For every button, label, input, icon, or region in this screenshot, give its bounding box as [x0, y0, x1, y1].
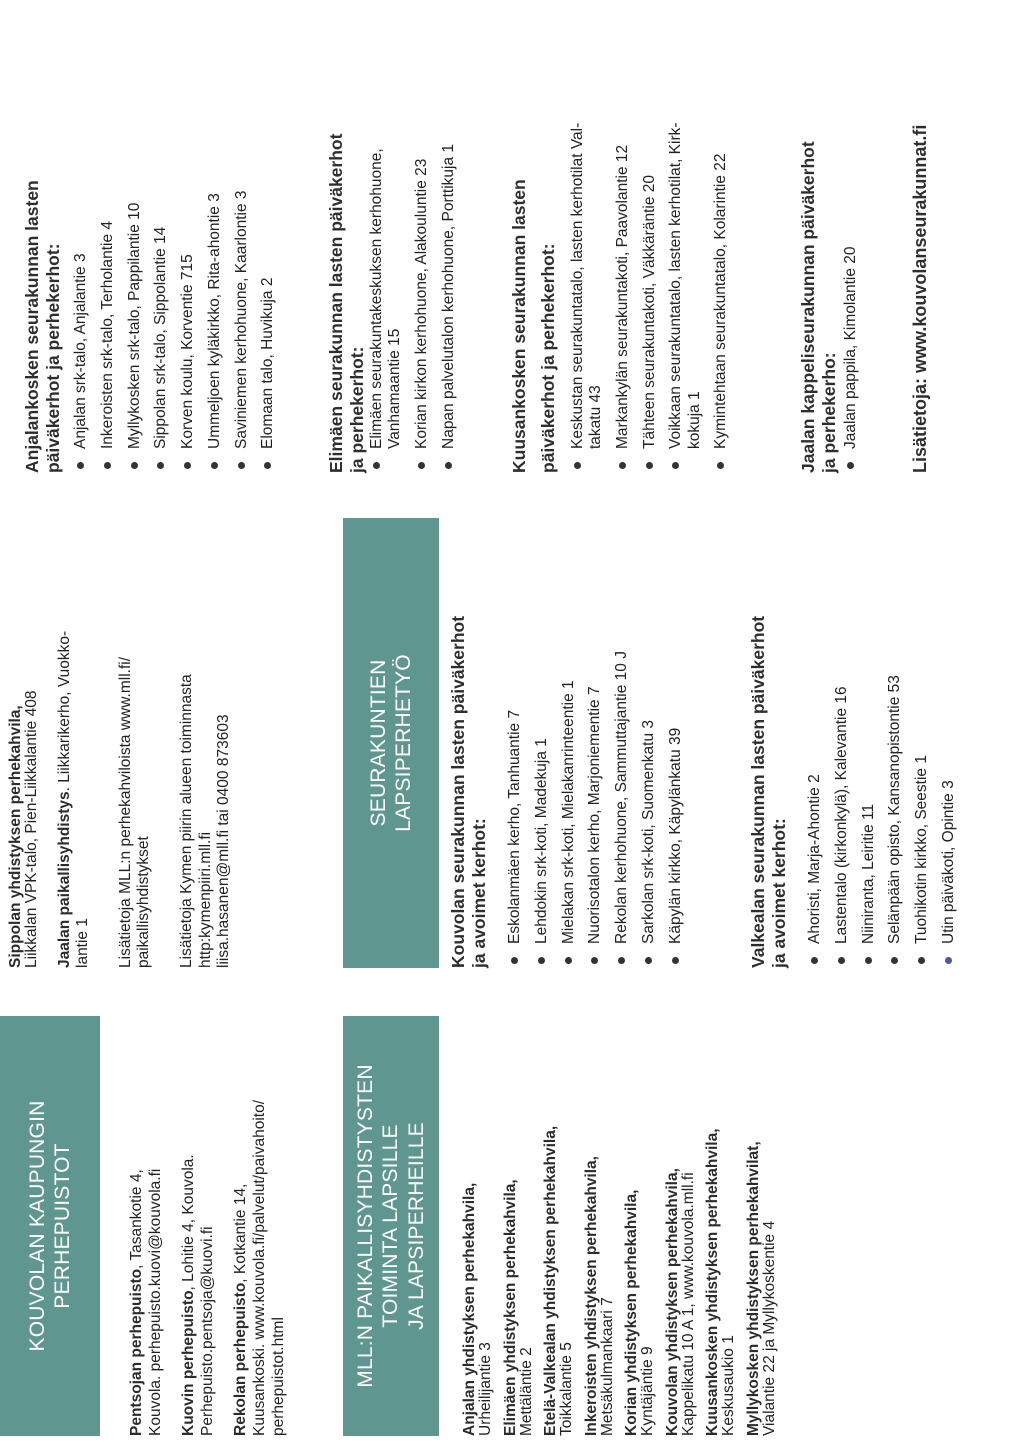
section-heading: Kouvolan seurakunnan lasten päiväkerhot ja avoimet kerhot: — [448, 615, 489, 968]
cafe-address: Urheilijantie 3 — [477, 1342, 495, 1436]
section-heading: Kuusankosken seurakunnan lasten päiväkerhot ja perhekerhot: — [509, 179, 558, 473]
mll-entry: Kuusankosken yhdistyksen perhekahvila, Keskusaukio 1 — [704, 1128, 738, 1436]
list-item: Voikkaan seurakuntatalo, lasten kerhotilat, Kirk- kokuja 1 — [667, 23, 704, 473]
header-line: KOUVOLAN KAUPUNGIN — [25, 1100, 49, 1352]
club-list — [569, 23, 731, 473]
kouvola-parish — [448, 518, 693, 968]
list-item: Myllykosken srk-talo, Pappilantie 10 — [126, 23, 144, 473]
section-heading: Elimäen seurakunnan lasten päiväkerhot ja perhekerhot: — [326, 133, 367, 473]
bullet-icon — [847, 462, 854, 469]
park-name: Rekolan perhepuisto — [232, 1282, 250, 1436]
park-name: Pentsojan perhepuisto — [128, 1268, 145, 1436]
section-heading: Valkealan seurakunnan lasten päiväkerhot ja avoimet kerhot: — [748, 615, 789, 968]
park-entry — [128, 1016, 165, 1436]
bullet-icon — [618, 957, 625, 964]
header-line: TOIMINTA LAPSILLE — [379, 1124, 403, 1328]
bullet-icon — [373, 462, 380, 469]
cafe-name: Inkeroisten yhdistyksen perhekahvila — [582, 1160, 600, 1436]
bullet-icon — [157, 462, 164, 469]
cafe-name: Sippolan yhdistyksen perhekahvila — [7, 709, 24, 968]
info-url: http:kymenpiiri.mll.fi — [196, 831, 214, 968]
list-item: Korven koulu, Korventie 715 — [179, 23, 197, 473]
mll-entry: Anjalan yhdistyksen perhekahvila, Urheilijantie 3 — [461, 1182, 495, 1436]
park-name: Kuovin perhepuisto — [180, 1290, 198, 1436]
club-list — [368, 23, 458, 473]
list-item: Tuohikotin kirkko, Seestie 1 — [913, 518, 931, 968]
list-item: Käpylän kirkko, Käpylänkatu 39 — [667, 518, 685, 968]
valkeala-parish — [748, 518, 967, 968]
cafe-address: Kyntäjäntie 9 — [639, 1346, 657, 1436]
park-email: Kouvola. perhepuisto.kuovi@kouvola.fi — [146, 1168, 164, 1436]
list-item: Saviniemen kerhohuone, Kaarlontie 3 — [233, 23, 251, 473]
bullet-icon — [418, 462, 425, 469]
list-item: Elomaan talo, Huvikuja 2 — [259, 23, 277, 473]
bullet-icon — [77, 462, 84, 469]
bullet-icon — [838, 957, 845, 964]
bullet-icon — [591, 957, 598, 964]
club-list — [72, 23, 278, 473]
header-line: PERHEPUISTOT — [51, 1143, 74, 1309]
more-info-link[interactable]: Lisätietoja: www.kouvolanseurakunnat.fi — [910, 124, 930, 473]
anjalankoski-parish — [22, 23, 286, 473]
cafe-name: Korian yhdistyksen perhekahvila — [623, 1193, 641, 1436]
info-line: Lisätietoja MLL:n perhekahviloista www.mll.fi/ — [116, 657, 134, 968]
mll-entry: Sippolan yhdistyksen perhekahvila, Liikkalan VPK-talo, Pien-Liikkalantie 408 — [7, 690, 41, 968]
association-address: lantie 1 — [74, 918, 92, 968]
list-item: Anjalan srk-talo, Anjalantie 3 — [72, 23, 90, 473]
bullet-icon — [646, 462, 653, 469]
cafe-name: Elimäen yhdistyksen perhekahvila — [501, 1183, 519, 1436]
bullet-icon — [445, 462, 452, 469]
cafe-name: Etelä-Valkealan yhdistyksen perhekahvila — [542, 1130, 560, 1436]
list-item: Niiniranta, Leiritie 11 — [860, 518, 878, 968]
header-line: JA LAPSIPERHEILLE — [404, 1122, 428, 1330]
list-item: Sippolan srk-talo, Sippolantie 14 — [152, 23, 170, 473]
park-email: Perhepuisto.pentsoja@kuovi.fi — [198, 1226, 216, 1436]
bullet-icon — [238, 462, 245, 469]
bullet-icon — [264, 462, 271, 469]
list-item: Napan palvelutalon kerhohuone, Porttikuja 1 — [440, 23, 458, 473]
park-url: Kuusankoski. www.kouvola.fi/palvelut/paivahoito/ — [250, 1099, 268, 1436]
club-list — [842, 23, 860, 473]
mll-district-info — [178, 518, 234, 968]
more-info — [910, 23, 932, 473]
cafe-name: Myllykosken yhdistyksen perhekahvilat — [744, 1145, 762, 1436]
list-item: Elimäen seurakuntakeskuksen kerhohuone, Vanhamaantie 15 — [368, 23, 405, 473]
list-item: Korian kirkon kerhohuone, Alakouluntie 23 — [413, 23, 431, 473]
column-municipal-and-mll — [0, 1016, 1024, 1436]
cafe-name: Anjalan yhdistyksen perhekahvila — [461, 1187, 478, 1436]
column-parish-clubs — [0, 23, 1024, 473]
mll-info — [117, 518, 154, 968]
bullet-icon — [945, 957, 952, 964]
list-item: Nuorisotalon kerho, Marjoniementie 7 — [586, 518, 604, 968]
cafe-name: Kuusankosken yhdistyksen perhekahvila — [704, 1132, 722, 1436]
association-club: . Liikkarikerho, Vuokko- — [55, 630, 73, 792]
list-item: Rekolan kerhohuone, Sammuttajantie 10 J — [613, 518, 631, 968]
mll-entry: Kouvolan yhdistyksen perhekahvila, Kappelikatu 10 A 1, www.kouvola.mll.fi — [663, 1168, 697, 1436]
list-item: Sarkolan srk-koti, Suomenkatu 3 — [640, 518, 658, 968]
bullet-icon — [565, 957, 572, 964]
list-item: Inkeroisten srk-talo, Terholantie 4 — [99, 23, 117, 473]
park-address: , Kotkantie 14, — [232, 1183, 250, 1283]
bullet-icon — [131, 462, 138, 469]
mll-entry — [56, 518, 93, 968]
list-item: Eskolanmäen kerho, Tanhuantie 7 — [506, 518, 524, 968]
elimaki-parish — [326, 23, 467, 473]
bullet-icon — [104, 462, 111, 469]
park-url: perhepuistot.html — [269, 1317, 287, 1436]
list-item: Lehdokin srk-koti, Madekuja 1 — [533, 518, 551, 968]
section-heading: Anjalankosken seurakunnan lasten päiväkerhot ja perhekerhot: — [22, 180, 63, 473]
cafe-name: Kouvolan yhdistyksen perhekahvila — [663, 1172, 681, 1436]
cafe-address: Keskusaukio 1 — [720, 1335, 738, 1436]
column-mll-and-parishes — [0, 518, 1024, 968]
list-item: Utin päiväkoti, Opintie 3 — [940, 518, 958, 968]
section-heading: Jaalan kappeliseurakunnan päiväkerhot ja perhekerho: — [798, 141, 839, 473]
mll-entry: Inkeroisten yhdistyksen perhekahvila, Metsäkulmankaari 7 — [582, 1156, 616, 1436]
bullet-icon — [538, 957, 545, 964]
bullet-icon — [811, 957, 818, 964]
bullet-icon — [672, 957, 679, 964]
list-item: Markankylän seurakuntakoti, Paavolantie 12 — [614, 23, 632, 473]
cafe-address: Mettäläntie 2 — [517, 1347, 535, 1436]
park-entry — [232, 1016, 288, 1436]
bullet-icon — [511, 957, 518, 964]
header-line: MLL:N PAIKALLISYHDISTYSTEN — [354, 1064, 378, 1388]
bullet-icon — [672, 462, 679, 469]
cafe-address: Kappelikatu 10 A 1, www.kouvola.mll.fi — [679, 1172, 697, 1436]
mll-continued — [8, 518, 249, 968]
info-contact: liisa.hasanen@mll.fi tai 0400 873603 — [215, 714, 233, 968]
info-line: paikallisyhdistykset — [135, 836, 153, 968]
cafe-address: Toikkalantie 5 — [558, 1342, 576, 1436]
header-parish-family-work — [343, 518, 439, 968]
cafe-address: Metsäkulmankaari 7 — [598, 1297, 616, 1436]
bullet-icon — [891, 957, 898, 964]
park-address: , Lohitie 4, Kouvola. — [180, 1154, 198, 1291]
parks-list — [128, 1016, 303, 1436]
list-item: Ahoristi, Marja-Ahontie 2 — [806, 518, 824, 968]
list-item: Ummeljoen kyläkirkko, Rita-ahontie 3 — [206, 23, 224, 473]
list-item: Jaalan pappila, Kimolantie 20 — [842, 23, 860, 473]
bullet-icon — [645, 957, 652, 964]
header-mll-activities — [343, 1016, 439, 1436]
bullet-icon — [184, 462, 191, 469]
list-item: Lastentalo (kirkonkylä), Kalevantie 16 — [833, 518, 851, 968]
info-line: Lisätietoja Kymen piirin alueen toiminnasta — [177, 674, 195, 968]
bullet-icon — [865, 957, 872, 964]
cafe-address: Vialantie 22 ja Myllykoskentie 4 — [760, 1220, 778, 1436]
club-list — [806, 518, 958, 968]
bullet-icon — [717, 462, 724, 469]
list-item: Keskustan seurakuntatalo, lasten kerhotilat Val- takatu 43 — [569, 23, 606, 473]
list-item: Kymintehtaan seurakuntatalo, Kolarintie 22 — [712, 23, 730, 473]
mll-entry: Etelä-Valkealan yhdistyksen perhekahvila, Toikkalantie 5 — [542, 1125, 576, 1436]
bullet-icon — [574, 462, 581, 469]
bullet-icon — [211, 462, 218, 469]
bullet-icon — [918, 957, 925, 964]
club-list — [506, 518, 685, 968]
list-item: Tähteen seurakuntakoti, Väkkäräntie 20 — [641, 23, 659, 473]
cafe-address: Liikkalan VPK-talo, Pien-Liikkalantie 408 — [23, 690, 41, 968]
jaala-parish — [798, 23, 869, 473]
header-line: LAPSIPERHETYÖ — [392, 654, 415, 832]
list-item: Selänpään opisto, Kansanopistontie 53 — [886, 518, 904, 968]
park-entry — [180, 1016, 217, 1436]
header-municipal-family-parks — [0, 1016, 100, 1436]
mll-entry: Myllykosken yhdistyksen perhekahvilat, Vialantie 22 ja Myllykoskentie 4 — [744, 1141, 778, 1436]
association-name: Jaalan paikallisyhdistys — [55, 791, 73, 968]
bullet-icon — [619, 462, 626, 469]
mll-cafe-list — [462, 1016, 786, 1436]
list-item: Mielakan srk-koti, Mielakanrinteentie 1 — [560, 518, 578, 968]
kuusankoski-parish — [505, 23, 739, 473]
mll-entry: Korian yhdistyksen perhekahvila, Kyntäjäntie 9 — [623, 1189, 657, 1436]
mll-entry: Elimäen yhdistyksen perhekahvila, Mettäläntie 2 — [501, 1179, 535, 1436]
header-line: SEURAKUNTIEN — [366, 659, 390, 827]
park-address: , Tasankotie 4, — [128, 1169, 145, 1269]
